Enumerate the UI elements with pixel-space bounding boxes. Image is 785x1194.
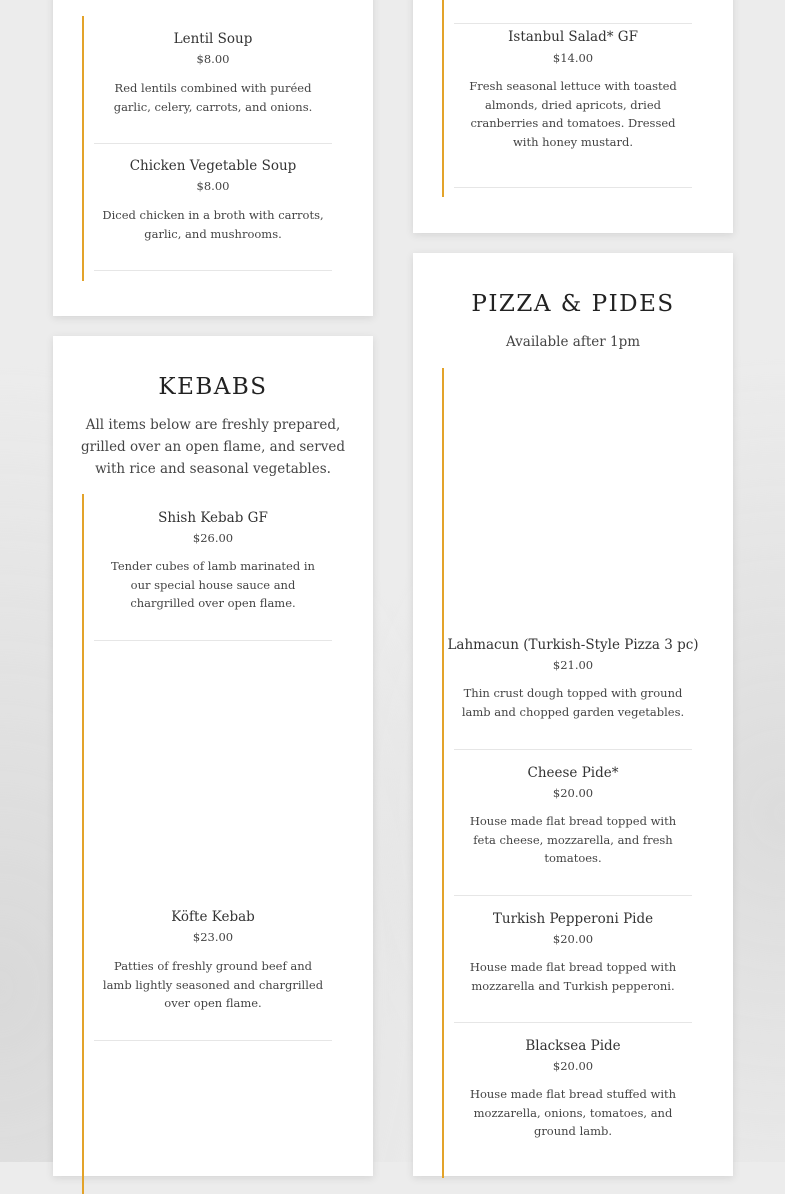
menu-item-name: Köfte Kebab bbox=[171, 909, 255, 925]
menu-item bbox=[94, 144, 332, 271]
menu-item-name: Shish Kebab GF bbox=[158, 510, 268, 526]
menu-item bbox=[454, 24, 692, 188]
kebabs-card bbox=[53, 336, 373, 1176]
menu-item bbox=[447, 368, 699, 750]
menu-item-name: Turkish Pepperoni Pide bbox=[492, 911, 654, 927]
salads-card bbox=[413, 0, 733, 233]
pizza-pides-card bbox=[413, 253, 733, 1176]
menu-item bbox=[454, 750, 692, 896]
menu-item-name: Lentil Soup bbox=[173, 31, 253, 47]
menu-item-price: $20.00 bbox=[552, 1059, 594, 1073]
accent-rail bbox=[82, 16, 84, 281]
section-title: KEBABS bbox=[158, 374, 268, 400]
menu-item bbox=[94, 20, 332, 144]
menu-item-price: $20.00 bbox=[552, 932, 594, 946]
menu-item-name: Istanbul Salad* GF bbox=[508, 29, 638, 45]
menu-item-description: Tender cubes of lamb marinated in our special house sauce and chargrilled over open flame. bbox=[111, 559, 315, 610]
menu-item-price: $23.00 bbox=[192, 930, 234, 944]
menu-item-description: Red lentils combined with puréed garlic, celery, carrots, and onions. bbox=[113, 81, 313, 114]
menu-item-price: $20.00 bbox=[552, 786, 594, 800]
menu-item bbox=[454, 896, 692, 1023]
accent-rail bbox=[82, 494, 84, 1194]
menu-item-description: Patties of freshly ground beef and lamb lightly seasoned and chargrilled over open flame. bbox=[102, 959, 324, 1010]
menu-item-name: Blacksea Pide bbox=[525, 1038, 621, 1054]
section-subtitle: All items below are freshly prepared, grilled over an open flame, and served with rice and seasonal vegetables. bbox=[81, 417, 345, 477]
menu-item-name: Cheese Pide* bbox=[527, 765, 619, 781]
section-title: PIZZA & PIDES bbox=[471, 291, 675, 317]
menu-item bbox=[454, 0, 692, 24]
menu-item-description: House made flat bread topped with feta cheese, mozzarella, and fresh tomatoes. bbox=[469, 814, 677, 865]
menu-item-description: House made flat bread stuffed with mozzarella, onions, tomatoes, and ground lamb. bbox=[469, 1087, 677, 1138]
menu-item-description: House made flat bread topped with mozzarella and Turkish pepperoni. bbox=[469, 960, 677, 993]
menu-item-price: $14.00 bbox=[552, 51, 594, 65]
menu-item-price: $8.00 bbox=[196, 179, 230, 193]
menu-item bbox=[94, 641, 332, 1041]
section-subtitle: Available after 1pm bbox=[505, 334, 641, 350]
menu-item-name: Chicken Vegetable Soup bbox=[129, 158, 297, 174]
menu-item-description: Diced chicken in a broth with carrots, garlic, and mushrooms. bbox=[102, 208, 324, 241]
menu-item bbox=[454, 1023, 692, 1163]
soups-card bbox=[53, 0, 373, 316]
menu-item-description: Fresh seasonal lettuce with toasted almonds, dried apricots, dried cranberries and tomatoes. Dressed with honey mustard. bbox=[469, 79, 677, 149]
menu-item-price: $8.00 bbox=[196, 52, 230, 66]
menu-item-price: $26.00 bbox=[192, 531, 234, 545]
menu-item-name: Lahmacun (Turkish-Style Pizza 3 pc) bbox=[447, 637, 699, 653]
menu-item-price: $21.00 bbox=[552, 658, 594, 672]
menu-item bbox=[94, 494, 332, 641]
menu-item-description: Thin crust dough topped with ground lamb and chopped garden vegetables. bbox=[461, 686, 685, 719]
